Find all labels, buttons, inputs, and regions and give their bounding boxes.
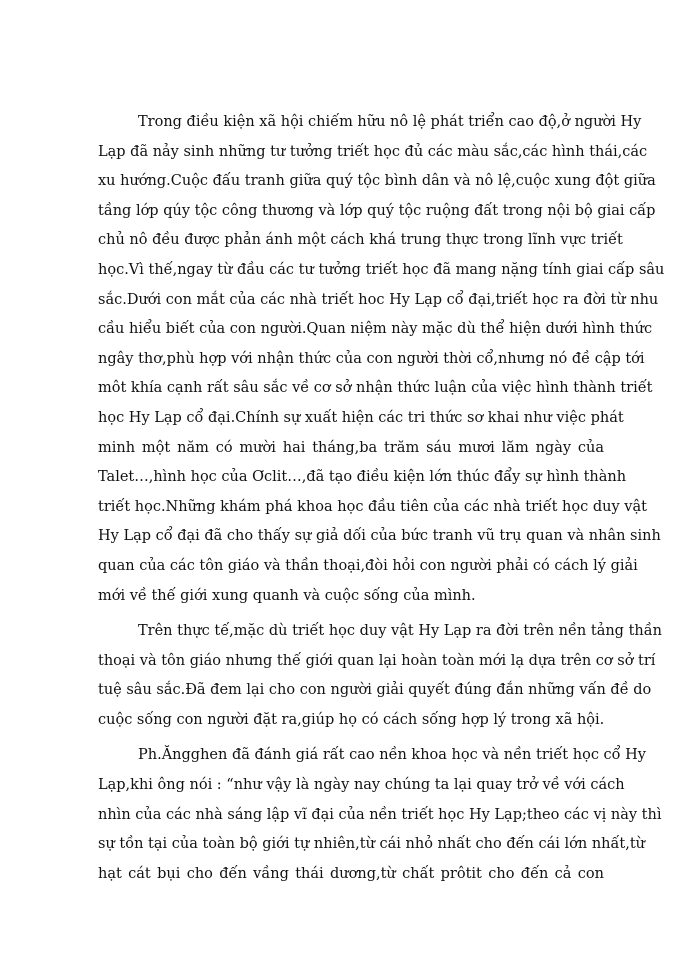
text-line: môt khía cạnh rất sâu sắc về cơ sở nhận thức luận của việc hình thành triết	[98, 380, 653, 397]
text-line: học.Vì thế,ngay từ đầu các tư tưởng triết học đã mang nặng tính giai cấp sâu	[98, 261, 665, 278]
text-line: Trên thực tế,mặc dù triết học duy vật Hy Lạp ra đời trên nền tảng thần	[138, 623, 662, 640]
text-line: sắc.Dưới con mắt của các nhà triết hoc Hy Lạp cổ đại,triết học ra đời từ nhu	[98, 291, 659, 308]
text-line: thoại và tôn giáo nhưng thế giới quan lại hoàn toàn mới lạ dựa trên cơ sở trí	[98, 652, 656, 669]
text-line: Trong điều kiện xã hội chiếm hữu nô lệ phát triển cao độ,ở người Hy	[138, 114, 642, 130]
text-line: cuộc sống con người đặt ra,giúp họ có cách sống hợp lý trong xã hội.	[98, 711, 605, 728]
paragraph-2	[98, 617, 662, 735]
text-line: cầu hiểu biết của con người.Quan niệm này mặc dù thể hiện dưới hình thức	[98, 321, 653, 338]
text-line: học Hy Lạp cổ đại.Chính sự xuất hiện các tri thức sơ khai như việc phát	[98, 409, 624, 426]
text-line: tầng lớp qúy tộc công thương và lớp quý tộc ruộng đất trong nội bộ giai cấp	[98, 202, 656, 219]
text-line: Ph.Ăngghen đã đánh giá rất cao nền khoa học và nền triết học cổ Hy	[138, 747, 646, 764]
text-line: quan của các tôn giáo và thần thoại,đòi hỏi con người phải có cách lý giải	[98, 557, 638, 574]
text-line: mới về thế giới xung quanh và cuộc sống của mình.	[98, 587, 476, 604]
text-line: nhìn của các nhà sáng lập vĩ đại của nền triết học Hy Lạp;theo các vị này thì	[98, 806, 662, 823]
text-line: Talet…,hình học của Ơclit…,đã tạo điều kiện lớn thúc đẩy sự hình thành	[98, 469, 627, 486]
text-line: Lạp đã nảy sinh những tư tưởng triết học đủ các màu sắc,các hình thái,các	[98, 143, 648, 160]
text-line: ngây thơ,phù hợp với nhận thức của con người thời cổ,nhưng nó đề cập tới	[98, 350, 645, 367]
paragraph-1	[98, 108, 665, 611]
text-line: hạt cát bụi cho đến vầng thái dương,từ chất prôtit cho đến cả con	[98, 865, 604, 882]
text-line: xu hướng.Cuộc đấu tranh giữa quý tộc bình dân và nô lệ,cuộc xung đột giữa	[98, 173, 656, 190]
paragraph-3	[98, 741, 662, 889]
text-line: Lạp,khi ông nói : “như vậy là ngày nay chúng ta lại quay trở về với cách	[98, 777, 625, 794]
text-line: chủ nô đều được phản ánh một cách khá trung thực trong lĩnh vực triết	[98, 232, 623, 249]
document-body	[98, 108, 665, 889]
text-line: minh một năm có mười hai tháng,ba trăm sáu mươi lăm ngày của	[98, 439, 604, 456]
text-line: Hy Lạp cổ đại đã cho thấy sự giả dối của bức tranh vũ trụ quan và nhân sinh	[98, 528, 661, 545]
text-line: sự tồn tại của toàn bộ giới tự nhiên,từ cái nhỏ nhất cho đến cái lớn nhất,từ	[98, 836, 645, 853]
text-line: triết học.Những khám phá khoa học đầu tiên của các nhà triết học duy vật	[98, 498, 647, 515]
text-line: tuệ sâu sắc.Đã đem lại cho con người giải quyết đúng đắn những vấn đề do	[98, 682, 652, 699]
